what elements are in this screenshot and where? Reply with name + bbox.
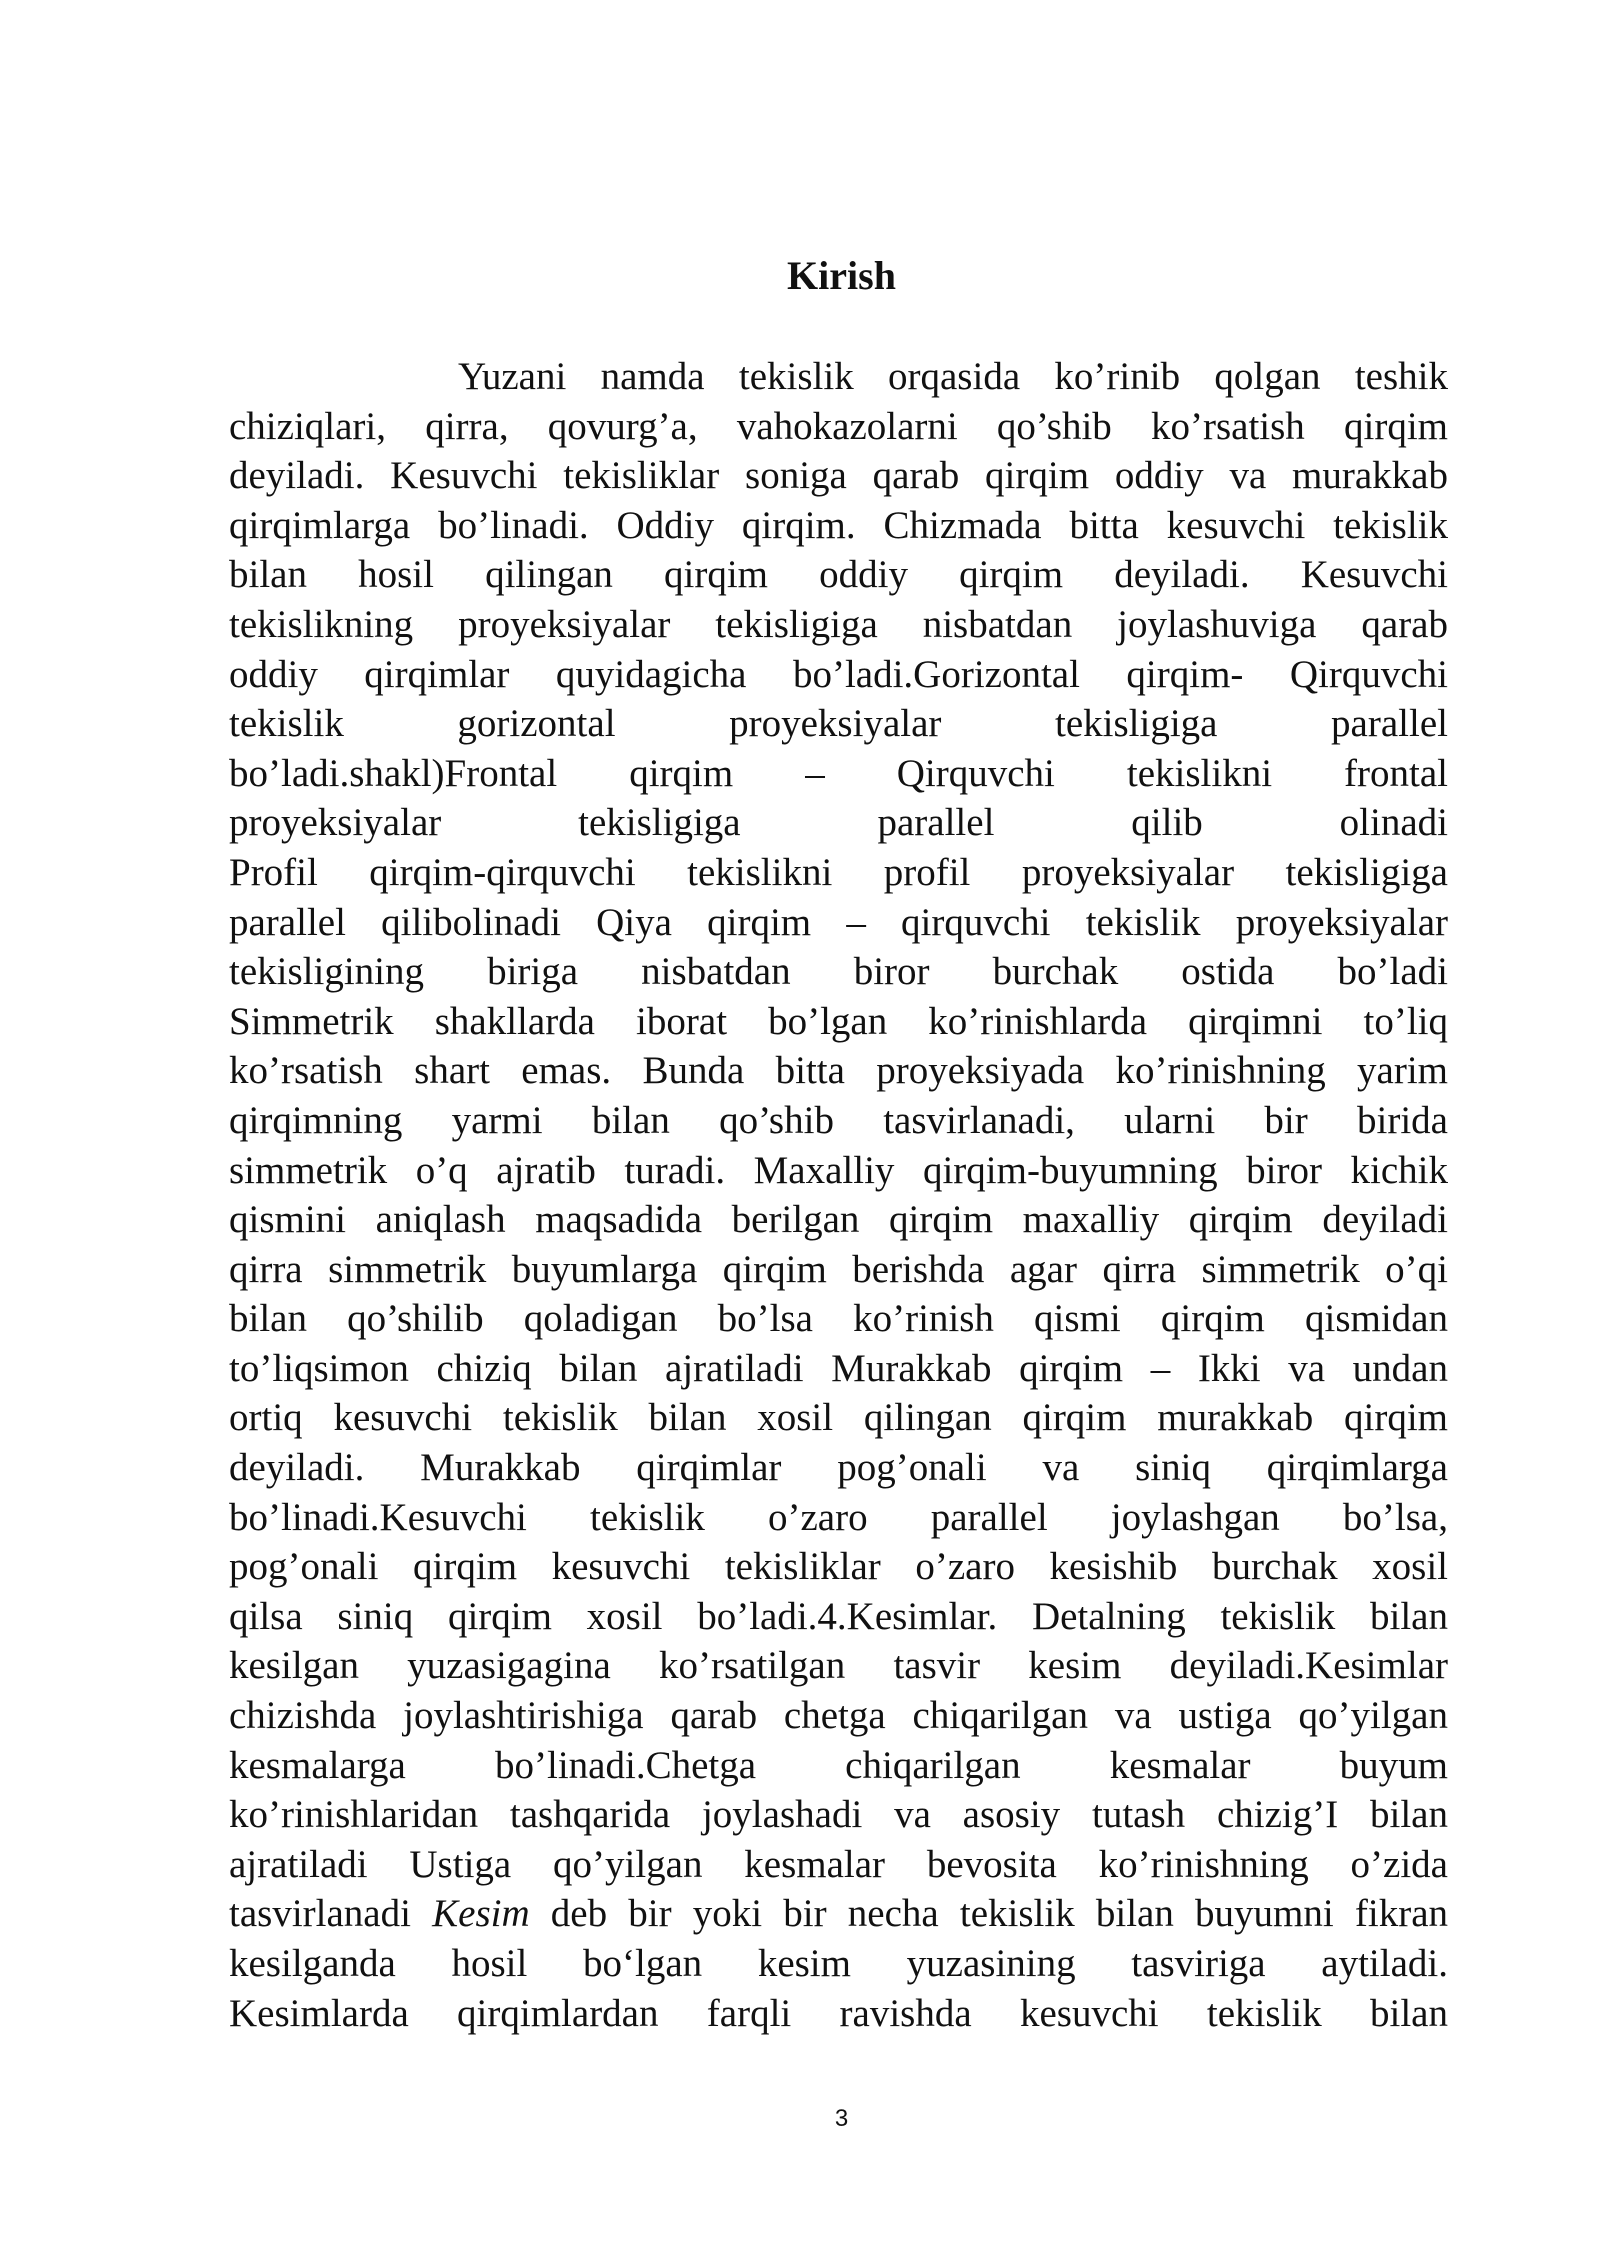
text-line: ajratiladi Ustiga qo’yilgan kesmalar bevosita ko’rinishning o’zida xyxy=(229,1842,1448,1886)
text-line: oddiy qirqimlar quyidagicha bo’ladi.Gorizontal qirqim- Qirquvchi xyxy=(229,652,1448,696)
line-segment: tasvirlanadi xyxy=(229,1892,433,1936)
text-line-with-italic xyxy=(229,1889,1448,1939)
italic-term-kesim: Kesim xyxy=(432,1892,530,1936)
text-line: chizishda joylashtirishiga qarab chetga chiqarilgan va ustiga qo’yilgan xyxy=(229,1694,1448,1738)
text-line: tekislik gorizontal proyeksiyalar tekisligiga parallel xyxy=(229,702,1448,746)
page-number: 3 xyxy=(834,2105,849,2132)
text-line: ko’rsatish shart emas. Bunda bitta proyeksiyada ko’rinishning yarim xyxy=(229,1049,1448,1093)
text-line: kesilganda hosil bo‘lgan kesim yuzasining tasviriga aytiladi. xyxy=(229,1942,1448,1985)
text-line: qismini aniqlash maqsadida berilgan qirqim maxalliy qirqim deyiladi xyxy=(229,1198,1448,1242)
text-line: bilan hosil qilingan qirqim oddiy qirqim deyiladi. Kesuvchi xyxy=(229,553,1448,597)
text-line: Kesimlarda qirqimlardan farqli ravishda kesuvchi tekislik bilan xyxy=(229,1991,1448,2035)
page-title: Kirish xyxy=(787,253,896,298)
text-line: simmetrik o’q ajratib turadi. Maxalliy qirqim-buyumning biror kichik xyxy=(229,1148,1448,1192)
text-line: tekisligining biriga nisbatdan biror burchak ostida bo’ladi xyxy=(229,950,1448,994)
text-line: bilan qo’shilib qoladigan bo’lsa ko’rinish qismi qirqim qismidan xyxy=(229,1297,1448,1341)
text-line: Simmetrik shakllarda iborat bo’lgan ko’rinishlarda qirqimni to’liq xyxy=(229,999,1448,1043)
text-line: bo’ladi.shakl)Frontal qirqim – Qirquvchi tekislikni frontal xyxy=(229,751,1448,795)
text-line: ko’rinishlaridan tashqarida joylashadi va asosiy tutash chizig’I bilan xyxy=(229,1793,1448,1837)
text-line: to’liqsimon chiziq bilan ajratiladi Murakkab qirqim – Ikki va undan xyxy=(229,1346,1448,1390)
text-line: qirqimlarga bo’linadi. Oddiy qirqim. Chizmada bitta kesuvchi tekislik xyxy=(229,503,1448,547)
text-line: qirqimning yarmi bilan qo’shib tasvirlanadi, ularni bir birida xyxy=(229,1098,1448,1142)
text-line: Profil qirqim-qirquvchi tekislikni profil proyeksiyalar tekisligiga xyxy=(229,850,1448,894)
text-line: proyeksiyalar tekisligiga parallel qilib olinadi xyxy=(229,801,1448,845)
text-line: qilsa siniq qirqim xosil bo’ladi.4.Kesimlar. Detalning tekislik bilan xyxy=(229,1594,1448,1638)
text-line: parallel qilibolinadi Qiya qirqim – qirquvchi tekislik proyeksiyalar xyxy=(229,900,1448,944)
text-line: ortiq kesuvchi tekislik bilan xosil qilingan qirqim murakkab qirqim xyxy=(229,1396,1448,1440)
body-paragraph xyxy=(229,352,1448,2038)
text-line: qirra simmetrik buyumlarga qirqim berishda agar qirra simmetrik o’qi xyxy=(229,1247,1448,1291)
text-line: bo’linadi.Kesuvchi tekislik o’zaro parallel joylashgan bo’lsa, xyxy=(229,1495,1448,1539)
text-line: deyiladi. Kesuvchi tekisliklar soniga qarab qirqim oddiy va murakkab xyxy=(229,454,1448,498)
text-line: pog’onali qirqim kesuvchi tekisliklar o’zaro kesishib burchak xosil xyxy=(229,1545,1448,1589)
text-line: kesmalarga bo’linadi.Chetga chiqarilgan kesmalar buyum xyxy=(229,1743,1448,1787)
text-line: chiziqlari, qirra, qovurg’a, vahokazolarni qo’shib ko’rsatish qirqim xyxy=(229,404,1448,448)
text-line: kesilgan yuzasigagina ko’rsatilgan tasvir kesim deyiladi.Kesimlar xyxy=(229,1644,1448,1688)
text-line: Yuzani namda tekislik orqasida ko’rinib qolgan teshik xyxy=(458,355,1448,398)
text-line: tekislikning proyeksiyalar tekisligiga nisbatdan joylashuviga qarab xyxy=(229,602,1448,646)
line-segment: deb bir yoki bir necha tekislik bilan buyumni fikran xyxy=(529,1892,1449,1936)
text-line: deyiladi. Murakkab qirqimlar pog’onali va siniq qirqimlarga xyxy=(229,1446,1448,1490)
